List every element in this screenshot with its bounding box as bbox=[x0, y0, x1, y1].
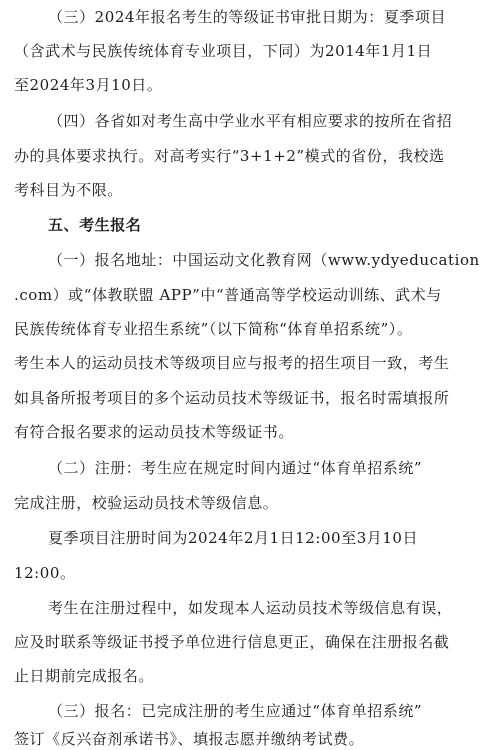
paragraph-line: 民族传统体育专业招生系统”（以下简称“体育单招系统”）。 bbox=[14, 320, 413, 338]
paragraph-line: （三）报名：已完成注册的考生应通过“体育单招系统” bbox=[48, 702, 423, 720]
paragraph-line: 夏季项目注册时间为2024年2月1日12:00至3月10日 bbox=[48, 529, 419, 547]
paragraph-line: 应及时联系等级证书授予单位进行信息更正，确保在注册报名截 bbox=[14, 633, 450, 651]
paragraph-line: .com）或“体教联盟 APP”中“普通高等学校运动训练、武术与 bbox=[14, 286, 442, 304]
paragraph-line: 考生本人的运动员技术等级项目应与报考的招生项目一致，考生 bbox=[14, 354, 450, 372]
paragraph-line: 如具备所报考项目的多个运动员技术等级证书，报名时需填报所 bbox=[14, 389, 450, 407]
paragraph-line: 有符合报名要求的运动员技术等级证书。 bbox=[14, 423, 294, 441]
paragraph-line: 签订《反兴奋剂承诺书》、填报志愿并缴纳考试费。 bbox=[14, 730, 365, 748]
paragraph-line: 至2024年3月10日。 bbox=[14, 76, 163, 94]
paragraph-line: （四）各省如对考生高中学业水平有相应要求的按所在省招 bbox=[48, 112, 453, 130]
paragraph-line: 12:00。 bbox=[14, 564, 76, 582]
paragraph-line: （三）2024年报名考生的等级证书审批日期为：夏季项目 bbox=[48, 8, 447, 26]
paragraph-line: 完成注册，校验运动员技术等级信息。 bbox=[14, 494, 279, 512]
paragraph-line: 考科目为不限。 bbox=[14, 181, 123, 199]
paragraph-line: 考生在注册过程中，如发现本人运动员技术等级信息有误， bbox=[48, 599, 453, 617]
paragraph-line: 止日期前完成报名。 bbox=[14, 667, 154, 685]
paragraph-line: 办的具体要求执行。对高考实行“3+1+2”模式的省份，我校选 bbox=[14, 147, 445, 165]
paragraph-line: （一）报名地址：中国运动文化教育网（www.ydyeducation bbox=[48, 251, 480, 269]
paragraph-line: （二）注册：考生应在规定时间内通过“体育单招系统” bbox=[48, 459, 423, 477]
paragraph-line: （含武术与民族传统体育专业项目，下同）为2014年1月1日 bbox=[14, 42, 433, 60]
section-heading: 五、考生报名 bbox=[48, 216, 142, 234]
